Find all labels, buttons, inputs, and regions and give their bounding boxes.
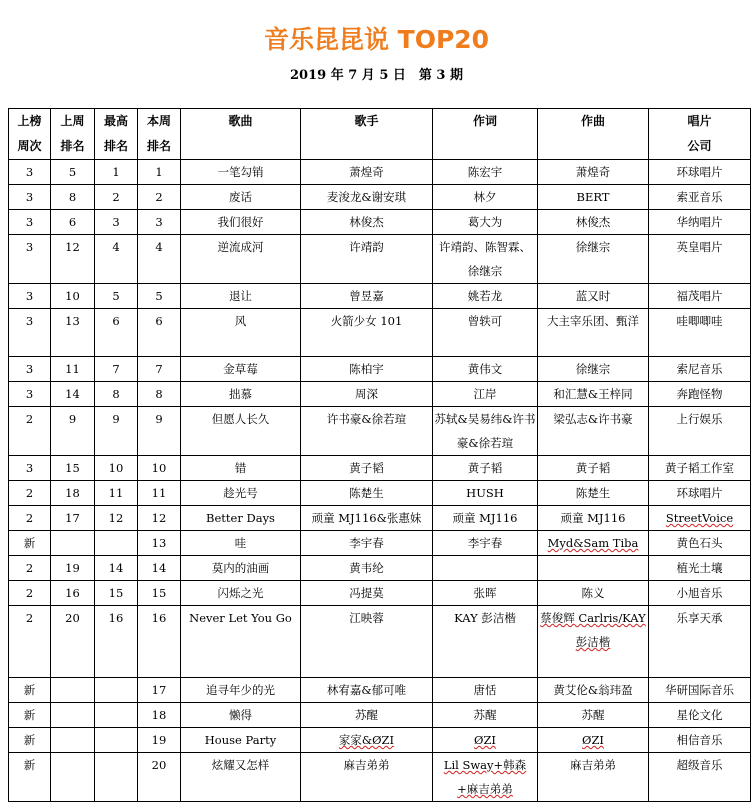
table-row	[9, 678, 751, 703]
table-row	[9, 581, 751, 606]
cell-artist: 李宇春	[301, 531, 433, 556]
header-lyricist: 作词	[433, 109, 538, 160]
header-song: 歌曲	[181, 109, 301, 160]
cell-peak-rank: 6	[95, 309, 138, 357]
cell-composer: 苏醒	[538, 703, 649, 728]
cell-song: 废话	[181, 185, 301, 210]
cell-composer: 黄艾伦&翁玮盈	[538, 678, 649, 703]
cell-weeks-on-chart: 2	[9, 407, 51, 456]
cell-this-week-rank: 13	[138, 531, 181, 556]
cell-composer: 麻吉弟弟	[538, 753, 649, 802]
cell-lyricist: 许靖韵、陈智霖、徐继宗	[433, 235, 538, 284]
cell-this-week-rank: 16	[138, 606, 181, 678]
cell-lyricist: 陈宏宇	[433, 160, 538, 185]
cell-composer: 蔡俊辉 Carlris/KAY 彭洁楷	[538, 606, 649, 678]
cell-song: 错	[181, 456, 301, 481]
table-row	[9, 506, 751, 531]
cell-last-week-rank	[51, 703, 95, 728]
cell-peak-rank: 1	[95, 160, 138, 185]
cell-composer: 顽童 MJ116	[538, 506, 649, 531]
cell-this-week-rank: 9	[138, 407, 181, 456]
cell-weeks-on-chart: 新	[9, 753, 51, 802]
cell-label: 华研国际音乐	[649, 678, 751, 703]
cell-composer: 和汇慧&王梓同	[538, 382, 649, 407]
cell-composer: ØZI	[538, 728, 649, 753]
cell-label: 哇唧唧哇	[649, 309, 751, 357]
cell-peak-rank: 7	[95, 357, 138, 382]
cell-lyricist: 张晖	[433, 581, 538, 606]
cell-composer: 陈楚生	[538, 481, 649, 506]
cell-artist: 陈楚生	[301, 481, 433, 506]
table-row	[9, 407, 751, 456]
cell-artist: 冯提莫	[301, 581, 433, 606]
cell-lyricist: 黄伟文	[433, 357, 538, 382]
cell-weeks-on-chart: 2	[9, 581, 51, 606]
cell-artist: 麻吉弟弟	[301, 753, 433, 802]
cell-label: 环球唱片	[649, 481, 751, 506]
cell-lyricist: HUSH	[433, 481, 538, 506]
cell-weeks-on-chart: 新	[9, 703, 51, 728]
cell-artist: 黄子韬	[301, 456, 433, 481]
cell-last-week-rank: 11	[51, 357, 95, 382]
cell-artist: 江映蓉	[301, 606, 433, 678]
table-row	[9, 556, 751, 581]
cell-weeks-on-chart: 2	[9, 481, 51, 506]
table-row	[9, 160, 751, 185]
issue-date: 2019 年 7 月 5 日 第 3 期	[290, 68, 463, 83]
cell-last-week-rank	[51, 753, 95, 802]
cell-lyricist: 江岸	[433, 382, 538, 407]
table-row	[9, 382, 751, 407]
cell-song: 炫耀又怎样	[181, 753, 301, 802]
table-row	[9, 309, 751, 357]
header-artist: 歌手	[301, 109, 433, 160]
cell-peak-rank: 5	[95, 284, 138, 309]
top20-table	[8, 108, 751, 802]
cell-artist: 陈柏宇	[301, 357, 433, 382]
cell-label: 相信音乐	[649, 728, 751, 753]
cell-peak-rank	[95, 703, 138, 728]
cell-this-week-rank: 15	[138, 581, 181, 606]
cell-composer: BERT	[538, 185, 649, 210]
cell-last-week-rank: 19	[51, 556, 95, 581]
cell-this-week-rank: 1	[138, 160, 181, 185]
cell-artist: 黄韦纶	[301, 556, 433, 581]
cell-last-week-rank: 15	[51, 456, 95, 481]
table-row	[9, 703, 751, 728]
cell-this-week-rank: 17	[138, 678, 181, 703]
cell-label: 上行娱乐	[649, 407, 751, 456]
cell-this-week-rank: 2	[138, 185, 181, 210]
cell-this-week-rank: 19	[138, 728, 181, 753]
cell-last-week-rank: 14	[51, 382, 95, 407]
cell-peak-rank: 3	[95, 210, 138, 235]
cell-weeks-on-chart: 2	[9, 606, 51, 678]
cell-label: 乐享天承	[649, 606, 751, 678]
cell-weeks-on-chart: 新	[9, 531, 51, 556]
cell-lyricist: KAY 彭洁楷	[433, 606, 538, 678]
cell-peak-rank: 11	[95, 481, 138, 506]
cell-this-week-rank: 4	[138, 235, 181, 284]
cell-artist: 顽童 MJ116&张惠妹	[301, 506, 433, 531]
cell-this-week-rank: 20	[138, 753, 181, 802]
cell-lyricist: 苏醒	[433, 703, 538, 728]
chart-title: 音乐昆昆说 TOP20	[263, 25, 490, 54]
cell-last-week-rank: 10	[51, 284, 95, 309]
cell-last-week-rank: 13	[51, 309, 95, 357]
cell-artist: 许靖韵	[301, 235, 433, 284]
header-peak-rank: 最高 排名	[95, 109, 138, 160]
cell-last-week-rank	[51, 678, 95, 703]
cell-composer: Myd&Sam Tiba	[538, 531, 649, 556]
table-row	[9, 185, 751, 210]
cell-lyricist: 苏轼&吴易纬&许书豪&徐若瑄	[433, 407, 538, 456]
cell-peak-rank: 10	[95, 456, 138, 481]
cell-peak-rank: 9	[95, 407, 138, 456]
cell-label: 索亚音乐	[649, 185, 751, 210]
cell-last-week-rank: 5	[51, 160, 95, 185]
cell-song: 闪烁之光	[181, 581, 301, 606]
cell-peak-rank: 4	[95, 235, 138, 284]
cell-artist: 麦浚龙&谢安琪	[301, 185, 433, 210]
cell-label: 索尼音乐	[649, 357, 751, 382]
cell-song: 追寻年少的光	[181, 678, 301, 703]
cell-weeks-on-chart: 3	[9, 235, 51, 284]
cell-this-week-rank: 6	[138, 309, 181, 357]
cell-lyricist: 顽童 MJ116	[433, 506, 538, 531]
cell-label: 环球唱片	[649, 160, 751, 185]
cell-this-week-rank: 10	[138, 456, 181, 481]
cell-label: 福茂唱片	[649, 284, 751, 309]
header-composer: 作曲	[538, 109, 649, 160]
cell-song: Better Days	[181, 506, 301, 531]
cell-artist: 曾昱嘉	[301, 284, 433, 309]
cell-weeks-on-chart: 2	[9, 506, 51, 531]
cell-song: 逆流成河	[181, 235, 301, 284]
cell-lyricist: 曾轶可	[433, 309, 538, 357]
table-row	[9, 235, 751, 284]
cell-song: 退让	[181, 284, 301, 309]
cell-label: 植光土壤	[649, 556, 751, 581]
cell-peak-rank: 8	[95, 382, 138, 407]
cell-lyricist: Lil Sway+韩森+麻吉弟弟	[433, 753, 538, 802]
cell-peak-rank: 14	[95, 556, 138, 581]
table-row	[9, 753, 751, 802]
cell-this-week-rank: 11	[138, 481, 181, 506]
cell-label: 超级音乐	[649, 753, 751, 802]
header-weeks-on-chart: 上榜 周次	[9, 109, 51, 160]
cell-artist: 周深	[301, 382, 433, 407]
cell-composer: 林俊杰	[538, 210, 649, 235]
cell-last-week-rank: 16	[51, 581, 95, 606]
table-row	[9, 210, 751, 235]
cell-song: 莫内的油画	[181, 556, 301, 581]
cell-lyricist: 唐恬	[433, 678, 538, 703]
cell-this-week-rank: 3	[138, 210, 181, 235]
cell-peak-rank: 12	[95, 506, 138, 531]
cell-peak-rank	[95, 728, 138, 753]
cell-label: 英皇唱片	[649, 235, 751, 284]
cell-weeks-on-chart: 3	[9, 357, 51, 382]
cell-artist: 苏醒	[301, 703, 433, 728]
cell-lyricist: ØZI	[433, 728, 538, 753]
cell-song: 我们很好	[181, 210, 301, 235]
cell-song: 趁光号	[181, 481, 301, 506]
cell-composer: 徐继宗	[538, 357, 649, 382]
cell-label: 黄子韬工作室	[649, 456, 751, 481]
cell-label: 星伦文化	[649, 703, 751, 728]
cell-weeks-on-chart: 3	[9, 456, 51, 481]
cell-composer: 萧煌奇	[538, 160, 649, 185]
table-row	[9, 728, 751, 753]
cell-last-week-rank	[51, 531, 95, 556]
cell-artist: 萧煌奇	[301, 160, 433, 185]
cell-lyricist: 黄子韬	[433, 456, 538, 481]
cell-artist: 火箭少女 101	[301, 309, 433, 357]
cell-label: 华纳唱片	[649, 210, 751, 235]
cell-lyricist: 林夕	[433, 185, 538, 210]
cell-song: 但愿人长久	[181, 407, 301, 456]
cell-song: House Party	[181, 728, 301, 753]
cell-song: 哇	[181, 531, 301, 556]
cell-artist: 林宥嘉&郁可唯	[301, 678, 433, 703]
header-last-week-rank: 上周 排名	[51, 109, 95, 160]
header-label: 唱片 公司	[649, 109, 751, 160]
cell-last-week-rank: 12	[51, 235, 95, 284]
cell-last-week-rank	[51, 728, 95, 753]
cell-composer: 陈义	[538, 581, 649, 606]
cell-song: 懒得	[181, 703, 301, 728]
cell-this-week-rank: 14	[138, 556, 181, 581]
cell-artist: 林俊杰	[301, 210, 433, 235]
cell-peak-rank: 15	[95, 581, 138, 606]
cell-label: 黄色石头	[649, 531, 751, 556]
cell-weeks-on-chart: 3	[9, 160, 51, 185]
cell-lyricist: 姚若龙	[433, 284, 538, 309]
cell-song: 金草莓	[181, 357, 301, 382]
cell-weeks-on-chart: 3	[9, 185, 51, 210]
cell-song: 一笔勾销	[181, 160, 301, 185]
cell-peak-rank	[95, 531, 138, 556]
cell-peak-rank	[95, 678, 138, 703]
table-row	[9, 606, 751, 678]
table-row	[9, 481, 751, 506]
cell-weeks-on-chart: 新	[9, 678, 51, 703]
table-row	[9, 456, 751, 481]
cell-composer: 黄子韬	[538, 456, 649, 481]
cell-composer	[538, 556, 649, 581]
table-row	[9, 357, 751, 382]
cell-weeks-on-chart: 新	[9, 728, 51, 753]
cell-lyricist	[433, 556, 538, 581]
table-row	[9, 284, 751, 309]
table-row	[9, 531, 751, 556]
cell-composer: 蓝又时	[538, 284, 649, 309]
cell-last-week-rank: 9	[51, 407, 95, 456]
cell-artist: 家家&ØZI	[301, 728, 433, 753]
cell-weeks-on-chart: 3	[9, 309, 51, 357]
cell-weeks-on-chart: 3	[9, 284, 51, 309]
cell-peak-rank	[95, 753, 138, 802]
cell-label: StreetVoice	[649, 506, 751, 531]
cell-this-week-rank: 12	[138, 506, 181, 531]
cell-weeks-on-chart: 3	[9, 210, 51, 235]
cell-this-week-rank: 18	[138, 703, 181, 728]
cell-last-week-rank: 17	[51, 506, 95, 531]
cell-last-week-rank: 8	[51, 185, 95, 210]
cell-lyricist: 葛大为	[433, 210, 538, 235]
cell-this-week-rank: 5	[138, 284, 181, 309]
cell-last-week-rank: 18	[51, 481, 95, 506]
cell-composer: 梁弘志&许书豪	[538, 407, 649, 456]
cell-composer: 徐继宗	[538, 235, 649, 284]
cell-composer: 大主宰乐团、甄洋	[538, 309, 649, 357]
cell-artist: 许书豪&徐若瑄	[301, 407, 433, 456]
cell-song: Never Let You Go	[181, 606, 301, 678]
cell-this-week-rank: 8	[138, 382, 181, 407]
cell-label: 小旭音乐	[649, 581, 751, 606]
header-this-week-rank: 本周 排名	[138, 109, 181, 160]
cell-peak-rank: 2	[95, 185, 138, 210]
cell-song: 风	[181, 309, 301, 357]
cell-song: 拙慕	[181, 382, 301, 407]
cell-last-week-rank: 20	[51, 606, 95, 678]
cell-weeks-on-chart: 3	[9, 382, 51, 407]
cell-label: 奔跑怪物	[649, 382, 751, 407]
cell-weeks-on-chart: 2	[9, 556, 51, 581]
cell-this-week-rank: 7	[138, 357, 181, 382]
cell-peak-rank: 16	[95, 606, 138, 678]
cell-last-week-rank: 6	[51, 210, 95, 235]
table-header-row	[9, 109, 751, 160]
cell-lyricist: 李宇春	[433, 531, 538, 556]
